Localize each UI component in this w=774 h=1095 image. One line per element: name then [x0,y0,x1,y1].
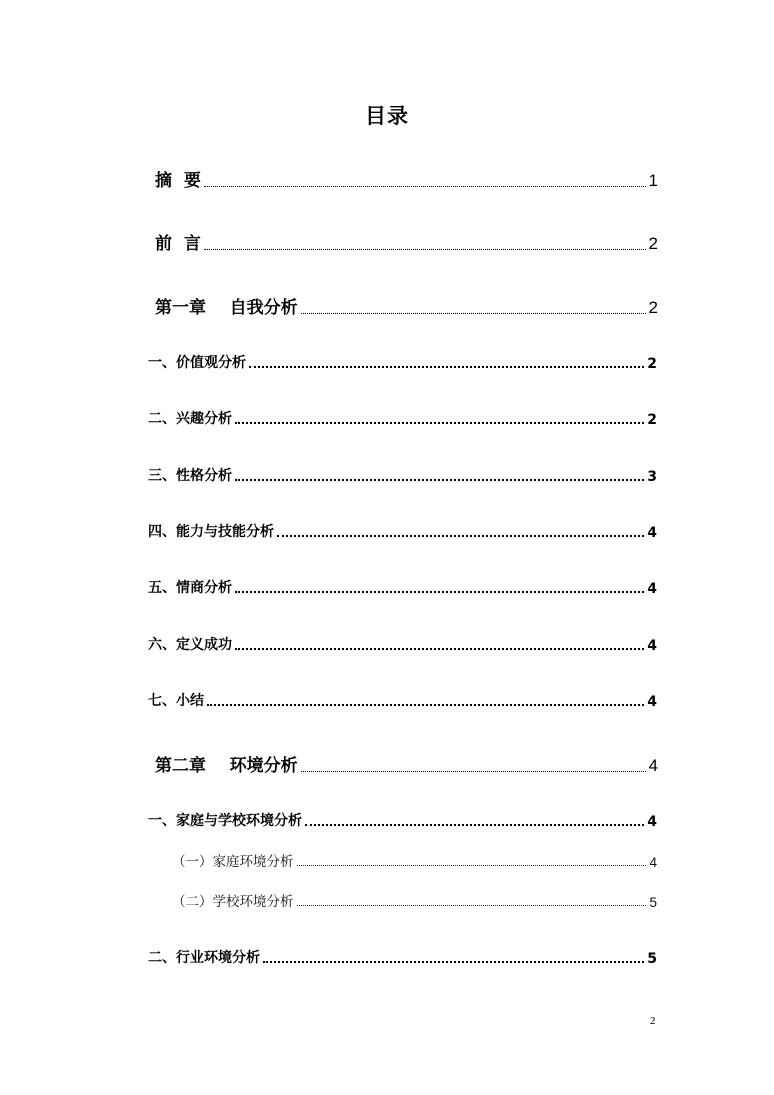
toc-page-number: 4 [647,525,657,541]
toc-page-number: 2 [648,298,658,317]
toc-label: 一、价值观分析 [148,355,246,371]
toc-leader-dots [235,422,644,424]
toc-label: 二、兴趣分析 [148,411,232,427]
toc-label: 第二章 环境分析 [155,756,298,776]
toc-label: 五、情商分析 [148,580,232,596]
toc-leader-dots [301,771,646,772]
toc-entry-abstract[interactable] [155,166,658,191]
toc-page-number: 4 [647,581,657,597]
toc-entry-chapter-1[interactable] [155,293,658,318]
toc-leader-dots [277,535,644,537]
toc-label: 七、小结 [148,693,204,709]
toc-page-number: 1 [648,171,658,190]
toc-page-number: 4 [647,694,657,710]
toc-page-number: 5 [647,951,657,967]
toc-label: 六、定义成功 [148,637,232,653]
toc-title: 目录 [365,104,409,128]
toc-leader-dots [249,366,644,368]
toc-label: （二）学校环境分析 [172,894,294,910]
toc-leader-dots [297,905,647,906]
toc-entry-interests[interactable] [148,408,657,428]
toc-page-number: 2 [647,412,657,428]
toc-entry-preface[interactable] [155,229,658,254]
toc-label: 三、性格分析 [148,468,232,484]
toc-entry-family-env[interactable] [172,850,657,870]
toc-page-number: 4 [647,638,657,654]
toc-label: （一）家庭环境分析 [172,854,294,870]
toc-entry-family-school-env[interactable] [148,810,657,830]
toc-page-number: 4 [649,855,657,870]
toc-entry-abilities[interactable] [148,521,657,541]
toc-page-number: 2 [648,234,658,253]
toc-entry-chapter-2[interactable] [155,751,658,776]
toc-leader-dots [305,824,644,826]
toc-page-number: 4 [647,814,657,830]
toc-label: 一、家庭与学校环境分析 [148,813,302,829]
toc-label: 前 言 [155,234,201,254]
toc-leader-dots [301,313,646,314]
toc-leader-dots [235,648,644,650]
toc-leader-dots [235,479,644,481]
toc-page-number: 2 [647,356,657,372]
toc-label: 四、能力与技能分析 [148,524,274,540]
toc-leader-dots [235,591,644,593]
toc-leader-dots [263,961,644,963]
toc-leader-dots [207,704,644,706]
toc-entry-values[interactable] [148,352,657,372]
toc-leader-dots [204,249,646,250]
toc-leader-dots [204,186,646,187]
toc-entry-summary[interactable] [148,690,657,710]
toc-entry-school-env[interactable] [172,890,657,910]
toc-label: 二、行业环境分析 [148,950,260,966]
toc-label: 第一章 自我分析 [155,298,298,318]
toc-page-number: 3 [647,469,657,485]
toc-page-number: 5 [649,895,657,910]
toc-leader-dots [297,865,647,866]
toc-page-number: 4 [648,756,658,775]
footer-page-number: 2 [650,1015,656,1027]
toc-entry-eq[interactable] [148,577,657,597]
toc-label: 摘 要 [155,171,201,191]
toc-entry-industry-env[interactable] [148,947,657,967]
toc-entry-define-success[interactable] [148,634,657,654]
toc-entry-personality[interactable] [148,465,657,485]
